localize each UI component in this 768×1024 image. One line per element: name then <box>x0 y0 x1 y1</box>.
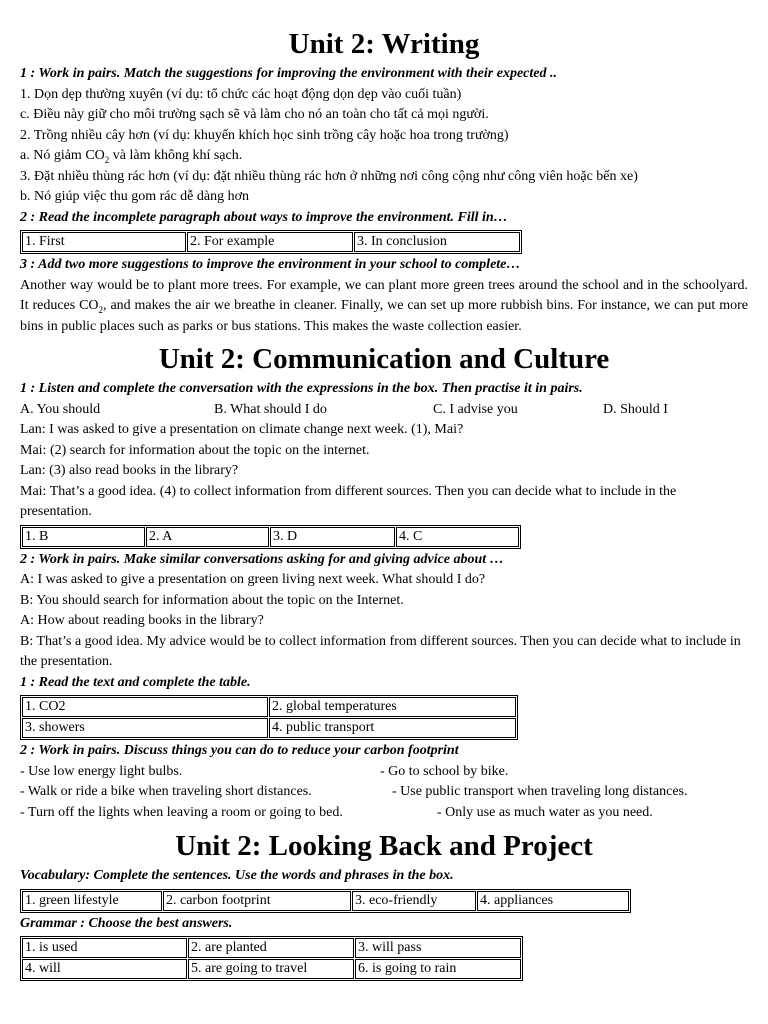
answer-cell: 3. D <box>270 527 395 547</box>
writing-ex2-answer-table <box>20 230 522 254</box>
writing-title: Unit 2: Writing <box>288 28 480 60</box>
communication-ex1-answer-table <box>20 525 521 549</box>
text-fragment: a. Nó giảm CO <box>20 148 105 163</box>
tips-row <box>20 782 748 803</box>
answer-cell: 3. will pass <box>355 938 521 958</box>
writing-ex1-line: b. Nó giúp việc thu gom rác dễ dàng hơn <box>20 189 250 204</box>
grammar-instruction: Grammar : Choose the best answers. <box>20 915 233 931</box>
answer-cell: 4. C <box>396 527 519 547</box>
text-fragment: và làm không khí sạch. <box>109 148 243 163</box>
answer-cell: 1. First <box>22 232 186 252</box>
answer-cell: 1. CO2 <box>22 697 268 717</box>
vocabulary-answer-table <box>20 889 631 913</box>
expression-options <box>20 400 748 421</box>
option-b: B. What should I do <box>214 401 327 417</box>
communication-ex2-instruction: 2 : Work in pairs. Make similar conversations asking for and giving advice about … <box>20 551 504 567</box>
answer-cell: 4. public transport <box>269 718 516 738</box>
writing-ex3-paragraph <box>20 276 748 338</box>
tip-item: - Only use as much water as you need. <box>437 804 653 820</box>
tip-item: - Go to school by bike. <box>380 763 509 779</box>
culture-ex1-instruction: 1 : Read the text and complete the table. <box>20 674 251 690</box>
text-fragment: Another way would be to plant more trees. For example, we can plant more green trees around the school and in the schoolyard. It reduces CO <box>20 277 748 313</box>
writing-ex3-instruction: 3 : Add two more suggestions to improve the environment in your school to complete… <box>20 257 521 272</box>
answer-cell: 2. A <box>146 527 269 547</box>
writing-ex2-instruction: 2 : Read the incomplete paragraph about ways to improve the environment. Fill in… <box>20 209 508 225</box>
tip-item: - Turn off the lights when leaving a room or going to bed. <box>20 804 343 820</box>
communication-title: Unit 2: Communication and Culture <box>158 343 610 375</box>
writing-ex1-line: 3. Đặt nhiều thùng rác hơn (ví dụ: đặt nhiều thùng rác hơn ở những nơi công cộng như công viên hoặc bến xe) <box>20 168 638 184</box>
answer-cell: 4. will <box>22 959 187 979</box>
answer-cell: 1. is used <box>22 938 187 958</box>
writing-ex1-instruction: 1 : Work in pairs. Match the suggestions for improving the environment with their expected .. <box>20 66 557 81</box>
writing-ex1-line: 1. Dọn dẹp thường xuyên (ví dụ: tổ chức các hoạt động dọn dẹp vào cuối tuần) <box>20 86 462 102</box>
text-fragment: , and makes the air we breathe in cleaner. Finally, we can set up more rubbish bins. For instance, we can put more bins in public places such as parks or bus stations. This makes the waste collection easier. <box>20 298 748 334</box>
answer-cell: 2. carbon footprint <box>163 891 351 911</box>
option-a: A. You should <box>20 401 101 417</box>
answer-cell: 4. appliances <box>477 891 629 911</box>
answer-cell: 5. are going to travel <box>188 959 354 979</box>
option-d: D. Should I <box>603 401 668 417</box>
dialogue-line: B: You should search for information about the topic on the Internet. <box>20 592 404 608</box>
option-c: C. I advise you <box>433 401 518 417</box>
subscript: 2 <box>98 304 104 315</box>
tip-item: - Use low energy light bulbs. <box>20 763 183 779</box>
writing-ex1-line <box>20 146 748 167</box>
tips-row <box>20 803 748 824</box>
tips-row <box>20 762 748 783</box>
answer-cell: 2. For example <box>187 232 353 252</box>
answer-cell: 2. global temperatures <box>269 697 516 717</box>
dialogue-line: Lan: (3) also read books in the library? <box>20 463 239 478</box>
answer-cell: 2. are planted <box>188 938 354 958</box>
subscript: 2 <box>104 154 110 165</box>
vocabulary-instruction: Vocabulary: Complete the sentences. Use the words and phrases in the box. <box>20 868 454 883</box>
answer-cell: 1. green lifestyle <box>22 891 162 911</box>
writing-ex1-line: 2. Trồng nhiều cây hơn (ví dụ: khuyến khích học sinh trồng cây hoặc hoa trong trường) <box>20 127 509 143</box>
tip-item: - Use public transport when traveling long distances. <box>392 784 688 799</box>
culture-ex2-instruction: 2 : Work in pairs. Discuss things you can do to reduce your carbon footprint <box>20 743 459 758</box>
culture-ex1-answer-table <box>20 695 518 740</box>
answer-cell: 3. In conclusion <box>354 232 520 252</box>
communication-ex1-instruction: 1 : Listen and complete the conversation with the expressions in the box. Then practise it in pairs. <box>20 381 583 396</box>
answer-cell: 1. B <box>22 527 145 547</box>
dialogue-line: Lan: I was asked to give a presentation on climate change next week. (1), Mai? <box>20 422 464 437</box>
looking-back-title: Unit 2: Looking Back and Project <box>175 830 593 862</box>
dialogue-line: Mai: That’s a good idea. (4) to collect information from different sources. Then you can decide what to include in the presentation. <box>20 483 677 519</box>
answer-cell: 3. eco-friendly <box>352 891 476 911</box>
writing-ex1-line: c. Điều này giữ cho môi trường sạch sẽ và làm cho nó an toàn cho tất cả mọi người. <box>20 107 489 122</box>
dialogue-line: A: I was asked to give a presentation on green living next week. What should I do? <box>20 572 486 587</box>
dialogue-line: Mai: (2) search for information about the topic on the internet. <box>20 442 370 458</box>
dialogue-line: A: How about reading books in the library? <box>20 613 264 628</box>
tip-item: - Walk or ride a bike when traveling short distances. <box>20 784 312 799</box>
answer-cell: 6. is going to rain <box>355 959 521 979</box>
grammar-answer-table <box>20 936 523 981</box>
dialogue-line: B: That’s a good idea. My advice would be to collect information from different sources. Then you can decide what to include in the presentation. <box>20 633 741 669</box>
answer-cell: 3. showers <box>22 718 268 738</box>
